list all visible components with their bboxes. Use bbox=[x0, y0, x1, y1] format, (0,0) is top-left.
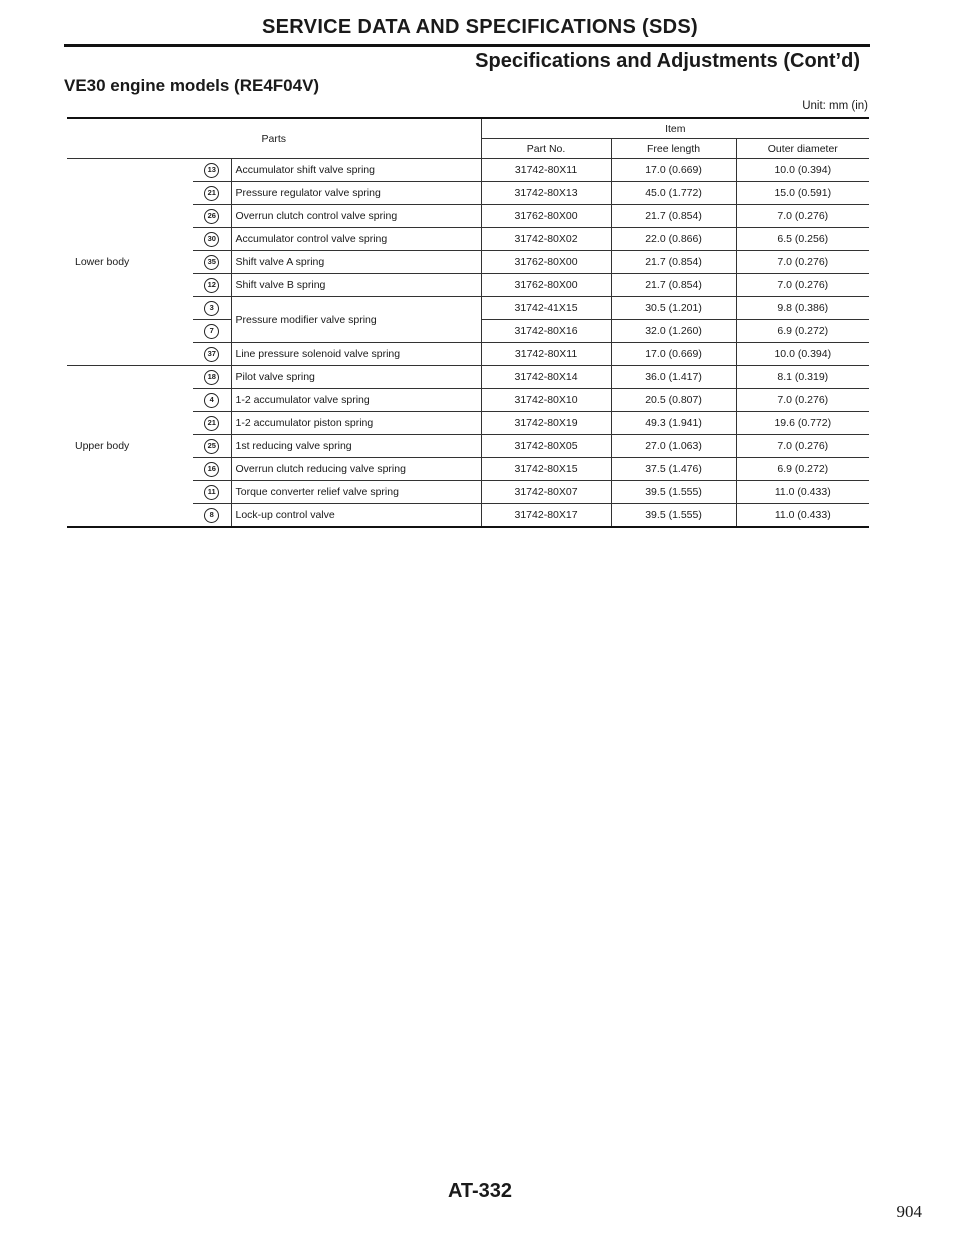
reference-number-icon: 7 bbox=[204, 324, 219, 339]
part-name: Pilot valve spring bbox=[231, 366, 481, 389]
reference-number-icon: 8 bbox=[204, 508, 219, 523]
free-length: 49.3 (1.941) bbox=[611, 412, 736, 435]
part-number: 31742-80X13 bbox=[481, 182, 611, 205]
free-length: 36.0 (1.417) bbox=[611, 366, 736, 389]
part-name: Shift valve A spring bbox=[231, 251, 481, 274]
part-number: 31742-80X16 bbox=[481, 320, 611, 343]
part-number: 31762-80X00 bbox=[481, 251, 611, 274]
part-name: 1st reducing valve spring bbox=[231, 435, 481, 458]
outer-diameter: 6.9 (0.272) bbox=[736, 320, 869, 343]
spring-specifications-table bbox=[67, 117, 869, 528]
free-length: 30.5 (1.201) bbox=[611, 297, 736, 320]
part-name: Pressure regulator valve spring bbox=[231, 182, 481, 205]
free-length: 27.0 (1.063) bbox=[611, 435, 736, 458]
group-label-lower-body: Lower body bbox=[75, 256, 130, 268]
outer-diameter: 9.8 (0.386) bbox=[736, 297, 869, 320]
outer-diameter: 7.0 (0.276) bbox=[736, 251, 869, 274]
part-number: 31762-80X00 bbox=[481, 274, 611, 297]
header-part-no: Part No. bbox=[481, 139, 611, 159]
page-code: AT-332 bbox=[447, 1180, 513, 1202]
reference-number-icon: 3 bbox=[204, 301, 219, 316]
free-length: 20.5 (0.807) bbox=[611, 389, 736, 412]
outer-diameter: 11.0 (0.433) bbox=[736, 481, 869, 504]
page-header-title: SERVICE DATA AND SPECIFICATIONS (SDS) bbox=[262, 16, 698, 38]
part-number: 31742-80X19 bbox=[481, 412, 611, 435]
free-length: 21.7 (0.854) bbox=[611, 251, 736, 274]
part-name: Overrun clutch reducing valve spring bbox=[231, 458, 481, 481]
part-number: 31742-80X11 bbox=[481, 159, 611, 182]
part-number: 31742-80X14 bbox=[481, 366, 611, 389]
part-name: 1-2 accumulator valve spring bbox=[231, 389, 481, 412]
part-name: Accumulator shift valve spring bbox=[231, 159, 481, 182]
header-free-length: Free length bbox=[611, 139, 736, 159]
reference-number-icon: 11 bbox=[204, 485, 219, 500]
reference-number-icon: 37 bbox=[204, 347, 219, 362]
outer-diameter: 10.0 (0.394) bbox=[736, 343, 869, 366]
part-name: 1-2 accumulator piston spring bbox=[231, 412, 481, 435]
header-item: Item bbox=[481, 118, 869, 139]
reference-number-icon: 4 bbox=[204, 393, 219, 408]
header-outer-diameter: Outer diameter bbox=[736, 139, 869, 159]
reference-number-icon: 26 bbox=[204, 209, 219, 224]
free-length: 17.0 (0.669) bbox=[611, 343, 736, 366]
part-number: 31742-80X10 bbox=[481, 389, 611, 412]
outer-diameter: 7.0 (0.276) bbox=[736, 205, 869, 228]
free-length: 45.0 (1.772) bbox=[611, 182, 736, 205]
reference-number-icon: 18 bbox=[204, 370, 219, 385]
reference-number-icon: 30 bbox=[204, 232, 219, 247]
outer-diameter: 11.0 (0.433) bbox=[736, 504, 869, 528]
reference-number-icon: 16 bbox=[204, 462, 219, 477]
part-name: Accumulator control valve spring bbox=[231, 228, 481, 251]
reference-number-icon: 13 bbox=[204, 163, 219, 178]
reference-number-icon: 21 bbox=[204, 186, 219, 201]
reference-number-icon: 25 bbox=[204, 439, 219, 454]
free-length: 39.5 (1.555) bbox=[611, 504, 736, 528]
outer-diameter: 15.0 (0.591) bbox=[736, 182, 869, 205]
part-name: Torque converter relief valve spring bbox=[231, 481, 481, 504]
free-length: 22.0 (0.866) bbox=[611, 228, 736, 251]
part-name: Overrun clutch control valve spring bbox=[231, 205, 481, 228]
part-number: 31742-80X11 bbox=[481, 343, 611, 366]
part-name: Shift valve B spring bbox=[231, 274, 481, 297]
outer-diameter: 19.6 (0.772) bbox=[736, 412, 869, 435]
table-row bbox=[67, 366, 869, 389]
part-number: 31742-41X15 bbox=[481, 297, 611, 320]
unit-label: Unit: mm (in) bbox=[802, 100, 868, 112]
outer-diameter: 10.0 (0.394) bbox=[736, 159, 869, 182]
free-length: 32.0 (1.260) bbox=[611, 320, 736, 343]
part-number: 31762-80X00 bbox=[481, 205, 611, 228]
header-rule bbox=[64, 44, 870, 47]
header-parts: Parts bbox=[67, 118, 481, 159]
free-length: 37.5 (1.476) bbox=[611, 458, 736, 481]
free-length: 21.7 (0.854) bbox=[611, 205, 736, 228]
outer-diameter: 6.5 (0.256) bbox=[736, 228, 869, 251]
part-number: 31742-80X15 bbox=[481, 458, 611, 481]
part-name: Lock-up control valve bbox=[231, 504, 481, 528]
part-name: Pressure modifier valve spring bbox=[231, 297, 481, 343]
part-number: 31742-80X17 bbox=[481, 504, 611, 528]
part-name: Line pressure solenoid valve spring bbox=[231, 343, 481, 366]
reference-number-icon: 21 bbox=[204, 416, 219, 431]
free-length: 17.0 (0.669) bbox=[611, 159, 736, 182]
outer-diameter: 7.0 (0.276) bbox=[736, 274, 869, 297]
outer-diameter: 7.0 (0.276) bbox=[736, 389, 869, 412]
reference-number-icon: 12 bbox=[204, 278, 219, 293]
outer-diameter: 7.0 (0.276) bbox=[736, 435, 869, 458]
group-label-upper-body: Upper body bbox=[67, 366, 193, 528]
part-number: 31742-80X02 bbox=[481, 228, 611, 251]
page-subtitle: Specifications and Adjustments (Cont’d) bbox=[475, 50, 860, 72]
free-length: 21.7 (0.854) bbox=[611, 274, 736, 297]
section-title: VE30 engine models (RE4F04V) bbox=[64, 76, 320, 95]
reference-number-icon: 35 bbox=[204, 255, 219, 270]
outer-diameter: 8.1 (0.319) bbox=[736, 366, 869, 389]
part-number: 31742-80X07 bbox=[481, 481, 611, 504]
part-number: 31742-80X05 bbox=[481, 435, 611, 458]
free-length: 39.5 (1.555) bbox=[611, 481, 736, 504]
outer-diameter: 6.9 (0.272) bbox=[736, 458, 869, 481]
table-row bbox=[67, 159, 869, 182]
page-number: 904 bbox=[896, 1202, 922, 1221]
